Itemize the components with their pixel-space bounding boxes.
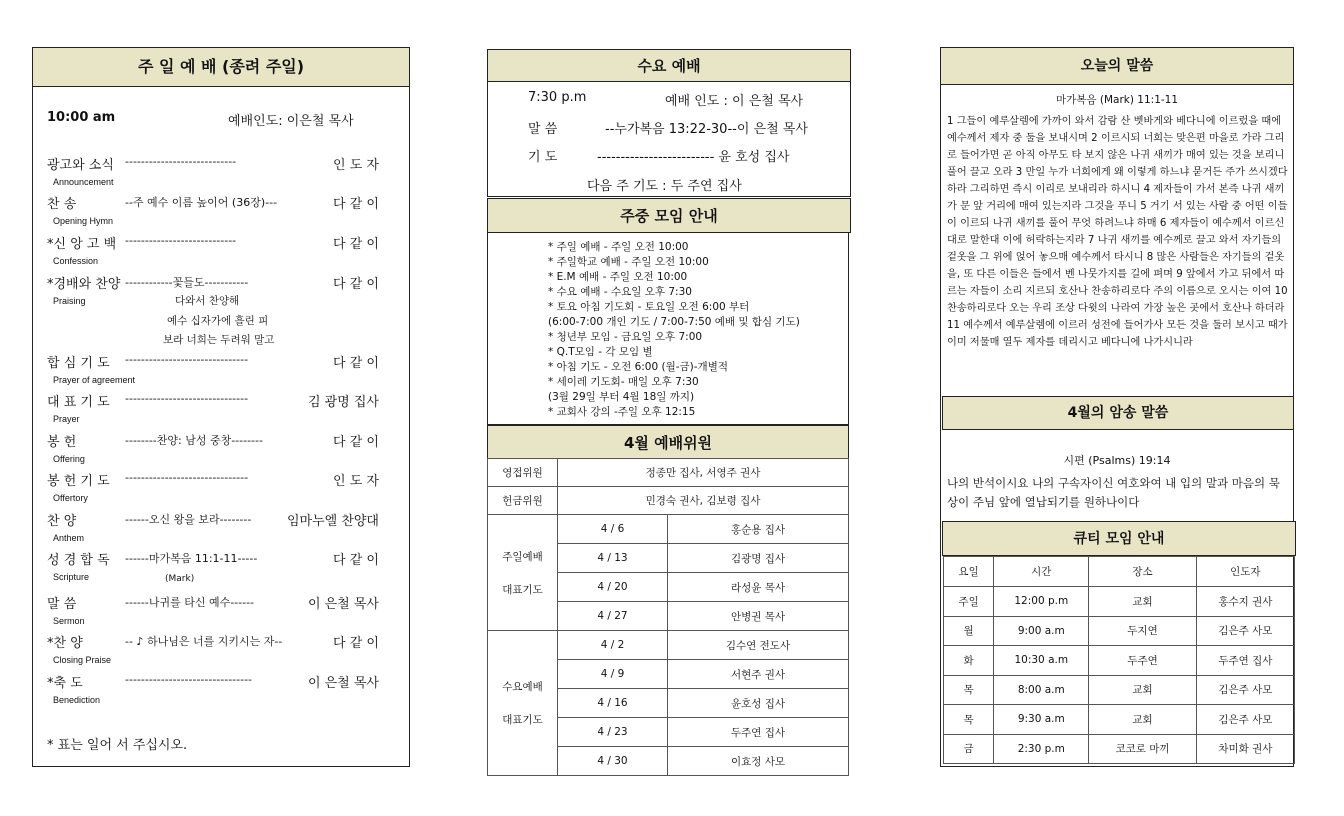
service-item-english: Opening Hymn (53, 216, 114, 226)
service-item-label: 광고와 소식 (47, 158, 114, 173)
service-item-leader: 다 같 이 (333, 197, 379, 212)
sunday-time: 10:00 am (47, 110, 116, 125)
staff-name: 안병권 목사 (668, 602, 849, 631)
service-item-leader: 인 도 자 (333, 474, 379, 489)
qt-cell: 홍수지 권사 (1196, 587, 1294, 617)
qt-cell: 목 (944, 675, 994, 705)
service-item-english: Benediction (53, 695, 101, 705)
service-item-detail: ------오신 왕을 보라-------- (125, 513, 252, 526)
qt-cell: 김은주 사모 (1196, 705, 1294, 735)
next-week-prayer: 다음 주 기도 : 두 주연 집사 (587, 179, 742, 194)
service-item-detail: ------------------------------- (125, 392, 249, 405)
weekly-meeting-item: * 아침 기도 - 오전 6:00 (월-금)-개별적 (548, 361, 728, 373)
qt-row (944, 646, 1295, 676)
wednesday-service-panel (487, 49, 851, 197)
wednesday-prayer-label: 기 도 (528, 150, 558, 165)
service-item-label: *경배와 찬양 (47, 277, 121, 292)
sunday-leader: 예배인도: 이은철 목사 (228, 114, 354, 129)
service-item-english: Sermon (53, 616, 85, 626)
staff-name: 홍순용 집사 (668, 515, 849, 544)
weekly-meetings-list (548, 240, 800, 420)
memory-verse-reference: 시편 (Psalms) 19:14 (1063, 454, 1171, 467)
weekly-meeting-item: * 토요 아침 기도회 - 토요일 오전 6:00 부터 (548, 301, 750, 313)
standing-footnote: * 표는 일어 서 주십시오. (47, 738, 188, 753)
service-item-label: 말 씀 (47, 597, 77, 612)
qt-cell: 9:30 a.m (994, 705, 1089, 735)
service-item-leader: 다 같 이 (333, 636, 379, 651)
service-item-english: Closing Praise (53, 655, 112, 665)
weekly-meeting-item: * 수요 예배 - 수요일 오후 7:30 (548, 286, 692, 298)
service-item-detail: ------------------------------- (125, 471, 249, 484)
wednesday-sermon-label: 말 씀 (528, 122, 558, 137)
qt-cell: 교회 (1089, 675, 1196, 705)
service-item-detail: ---------------------------- (125, 234, 237, 247)
weekly-meeting-item: * 세이레 기도회- 매일 오후 7:30 (548, 376, 699, 388)
service-item-leader: 임마누엘 찬양대 (286, 514, 379, 529)
service-item-subtext: (Mark) (165, 574, 195, 584)
april-staff-table (487, 458, 849, 776)
service-item-label: 찬 송 (47, 197, 77, 212)
today-word-panel (940, 47, 1294, 767)
service-item-label: *축 도 (47, 676, 83, 691)
weekly-meeting-item: * 주일 예배 - 주일 오전 10:00 (548, 241, 689, 253)
service-item-english: Anthem (53, 533, 85, 543)
qt-cell: 목 (944, 705, 994, 735)
staff-group-label (488, 631, 558, 776)
qt-cell: 교회 (1089, 587, 1196, 617)
qt-cell: 8:00 a.m (994, 675, 1089, 705)
weekly-meeting-item: * 교회사 강의 -주일 오후 12:15 (548, 406, 696, 418)
qt-row (944, 705, 1295, 735)
service-item-detail: -------------------------------- (125, 673, 253, 686)
wednesday-prayer-text: ------------------------- 윤 호성 집사 (597, 150, 790, 165)
service-item-leader: 김 광명 집사 (307, 395, 379, 410)
offering-names: 민경숙 권사, 김보령 집사 (558, 487, 849, 515)
service-item-english: Prayer (53, 414, 80, 424)
qt-cell: 12:00 p.m (994, 587, 1089, 617)
wednesday-prayer-rows (488, 631, 849, 776)
service-item-label: *찬 양 (47, 636, 83, 651)
service-item-detail: --주 예수 이름 높이어 (36장)--- (125, 196, 278, 209)
qt-cell: 두주연 (1089, 646, 1196, 676)
service-item-detail: ------------------------------- (125, 353, 249, 366)
weekly-meeting-item: * 주일학교 예배 - 주일 오전 10:00 (548, 256, 709, 268)
qt-cell: 김은주 사모 (1196, 616, 1294, 646)
service-item-label: 성 경 합 독 (47, 553, 110, 568)
service-item-english: Scripture (53, 572, 90, 582)
staff-group-label-line: 대표기도 (502, 714, 543, 726)
wednesday-leader: 예배 인도 : 이 은철 목사 (665, 94, 804, 109)
staff-name: 이효정 사모 (668, 747, 849, 776)
service-item-english: Prayer of agreement (53, 375, 136, 385)
staff-date: 4 / 30 (558, 747, 668, 776)
qt-cell: 주일 (944, 587, 994, 617)
service-item-english: Confession (53, 256, 99, 266)
service-item-leader: 다 같 이 (333, 435, 379, 450)
wednesday-time: 7:30 p.m (528, 90, 587, 105)
today-word-title: 오늘의 말씀 (940, 47, 1294, 85)
offering-label: 헌금위원 (488, 487, 558, 515)
staff-name: 김광명 집사 (668, 544, 849, 573)
qt-cell: 10:30 a.m (994, 646, 1089, 676)
service-item-detail: ---------------------------- (125, 155, 237, 168)
sunday-service-title: 주 일 예 배 (종려 주일) (32, 47, 410, 87)
service-item-detail: --------찬양: 남성 중창-------- (125, 434, 263, 447)
qt-schedule-table (943, 556, 1295, 764)
service-item-leader: 이 은철 목사 (307, 676, 379, 691)
staff-name: 김수연 전도사 (668, 631, 849, 660)
staff-date: 4 / 6 (558, 515, 668, 544)
qt-cell: 두지연 (1089, 616, 1196, 646)
qt-header-cell: 장소 (1089, 557, 1196, 587)
service-item-label: 찬 양 (47, 514, 77, 529)
staff-name: 윤호성 집사 (668, 689, 849, 718)
service-item-leader: 이 은철 목사 (307, 597, 379, 612)
weekly-meeting-item: * E.M 예배 - 주일 오전 10:00 (548, 271, 688, 283)
service-item-detail: -- ♪ 하나님은 너를 지키시는 자-- (125, 635, 283, 648)
qt-row (944, 675, 1295, 705)
staff-name: 두주연 집사 (668, 718, 849, 747)
qt-title: 큐티 모임 안내 (942, 521, 1296, 556)
qt-cell: 차미화 권사 (1196, 734, 1294, 764)
staff-group-label-line: 주일예배 (502, 550, 543, 563)
service-item-leader: 다 같 이 (333, 553, 379, 568)
staff-row (488, 515, 849, 544)
qt-cell: 김은주 사모 (1196, 675, 1294, 705)
qt-header-cell: 요일 (944, 557, 994, 587)
staff-date: 4 / 23 (558, 718, 668, 747)
qt-header-cell: 시간 (994, 557, 1089, 587)
qt-row (944, 734, 1295, 764)
service-item-subtext: 예수 십자가에 흘린 피 (167, 315, 269, 327)
service-item-leader: 인 도 자 (333, 158, 379, 173)
service-item-detail: ------마가복음 11:1-11----- (125, 552, 258, 565)
service-item-detail: ------------꽃들도----------- (125, 276, 249, 289)
service-item-english: Praising (53, 296, 86, 306)
april-staff-title: 4월 예배위원 (487, 425, 849, 459)
today-word-reference: 마가복음 (Mark) 11:1-11 (1055, 94, 1179, 106)
service-item-label: 봉 헌 (47, 435, 77, 450)
qt-cell: 금 (944, 734, 994, 764)
weekly-meeting-item: * 청년부 모임 - 금요일 오후 7:00 (548, 331, 703, 343)
qt-cell: 두주연 집사 (1196, 646, 1294, 676)
staff-date: 4 / 16 (558, 689, 668, 718)
weekly-meeting-item: (3월 29일 부터 4월 18일 까지) (548, 391, 695, 403)
service-item-english: Offering (53, 454, 85, 464)
memory-verse-title: 4월의 암송 말씀 (942, 396, 1294, 430)
staff-row (488, 631, 849, 660)
qt-header-row (944, 557, 1295, 587)
service-item-subtext: 다와서 찬양해 (175, 295, 240, 307)
service-item-subtext: 보라 너희는 두려워 말고 (163, 334, 275, 346)
weekly-meetings-panel (487, 232, 849, 425)
weekly-meeting-item: (6:00-7:00 개인 기도 / 7:00-7:50 예배 및 합심 기도) (548, 316, 800, 328)
qt-cell: 2:30 p.m (994, 734, 1089, 764)
staff-name: 서현주 권사 (668, 660, 849, 689)
qt-cell: 코코로 마끼 (1089, 734, 1196, 764)
sunday-prayer-rows (488, 515, 849, 631)
staff-date: 4 / 2 (558, 631, 668, 660)
greeter-names: 정종만 집사, 서영주 권사 (558, 459, 849, 487)
qt-row (944, 587, 1295, 617)
memory-verse-text: 나의 반석이시요 나의 구속자이신 여호와여 내 입의 말과 마음의 묵상이 주님 앞에 열납되기를 원하나이다 (947, 476, 1280, 509)
service-item-english: Offertory (53, 493, 88, 503)
staff-date: 4 / 13 (558, 544, 668, 573)
qt-cell: 교회 (1089, 705, 1196, 735)
staff-date: 4 / 9 (558, 660, 668, 689)
service-item-label: 합 심 기 도 (47, 356, 110, 371)
service-item-label: *신 앙 고 백 (47, 237, 117, 252)
qt-cell: 월 (944, 616, 994, 646)
qt-cell: 화 (944, 646, 994, 676)
greeter-label: 영접위원 (488, 459, 558, 487)
staff-group-label (488, 515, 558, 631)
service-item-english: Announcement (53, 177, 114, 187)
today-word-text: 1 그들이 예루살렘에 가까이 와서 감람 산 벳바게와 베다니에 이르렀을 때에 예수께서 제자 중 둘을 보내시며 2 이르시되 너희는 맞은편 마을로 가라 그리로 들어가면 곧 아직 아무도 타 보지 않은 나귀 새끼가 매여 있는 것을 보리니 풀어 끌고 오라 3 만일 누가 너희에게 왜 이렇게 하느냐 묻거든 주가 쓰시겠다 하라 그리하면 즉시 이리로 보내리라 하시니 4 제자들이 가서 본즉 나귀 새끼가 문 앞 거리에 매여 있는지라 그것을 푸니 5 거기 서 있는 사람 중 어떤 이들이 이르되 나귀 새끼를 풀어 무엇 하려느냐 하매 6 제자들이 예수께서 이르신 대로 말한대 이에 허락하는지라 7 나귀 새끼를 예수께로 끌고 와서 자기들의 겉옷을 그 위에 얹어 놓으매 예수께서 타시니 8 많은 사람들은 자기들의 겉옷을, 또 다른 이들은 들에서 벤 나뭇가지를 길에 펴며 9 앞에서 가고 뒤에서 따르는 자들이 소리 지르되 호산나 찬송하리로다 주의 이름으로 오시는 이여 10 찬송하리로다 오는 우리 조상 다윗의 나라여 가장 높은 곳에서 호산나 하더라 11 예수께서 예루살렘에 이르러 성전에 들어가사 모든 것을 둘러 보시고 때가 이미 저물매 열두 제자를 데리시고 베다니에 나가시니라 (947, 116, 1288, 348)
staff-name: 라성윤 목사 (668, 573, 849, 602)
wednesday-sermon-text: --누가복음 13:22-30--이 은철 목사 (605, 122, 808, 137)
service-item-leader: 다 같 이 (333, 237, 379, 252)
qt-row (944, 616, 1295, 646)
staff-group-label-line: 수요예배 (502, 681, 543, 693)
wednesday-service-title: 수요 예배 (487, 49, 851, 82)
staff-date: 4 / 27 (558, 602, 668, 631)
staff-group-label-line: 대표기도 (502, 583, 543, 596)
qt-header-cell: 인도자 (1196, 557, 1294, 587)
service-item-detail: ------나귀를 타신 예수------ (125, 596, 255, 609)
service-item-leader: 다 같 이 (333, 356, 379, 371)
weekly-meeting-item: * Q.T모임 - 각 모임 별 (548, 346, 653, 358)
service-item-label: 대 표 기 도 (47, 395, 110, 410)
weekly-meetings-title: 주중 모임 안내 (487, 198, 851, 233)
service-item-leader: 다 같 이 (333, 277, 379, 292)
qt-cell: 9:00 a.m (994, 616, 1089, 646)
sunday-service-panel (32, 47, 410, 767)
service-item-label: 봉 헌 기 도 (47, 474, 110, 489)
staff-date: 4 / 20 (558, 573, 668, 602)
